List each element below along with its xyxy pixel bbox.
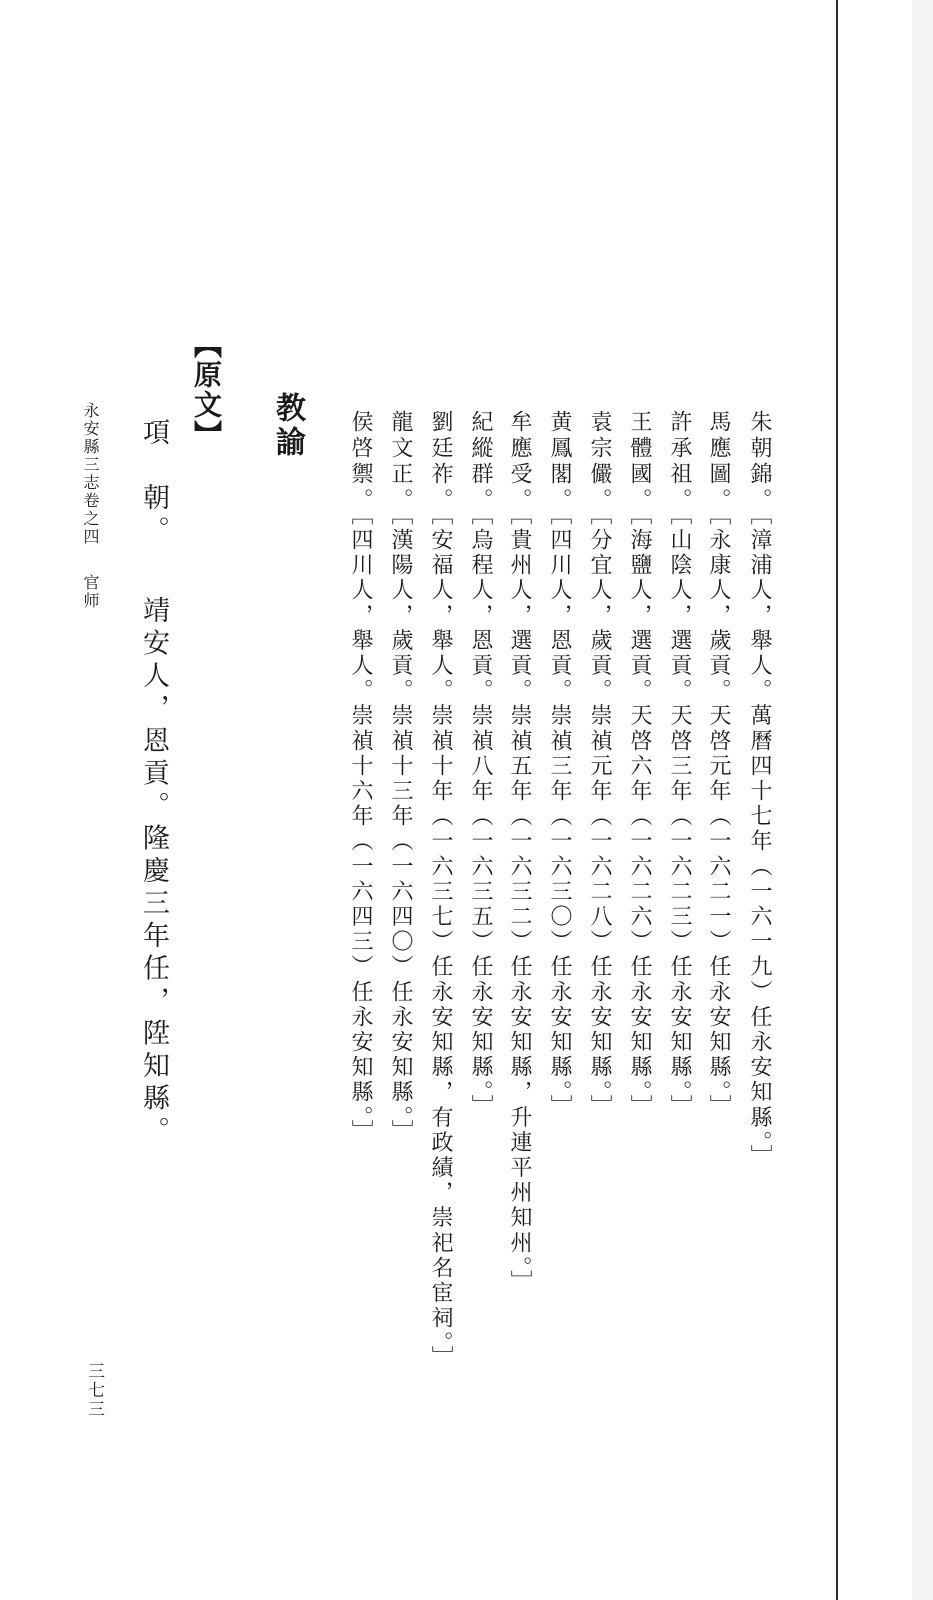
section-title: 教諭 — [270, 392, 305, 460]
running-title-book: 永安縣三志卷之四 — [81, 402, 100, 546]
entry-column — [668, 410, 690, 1120]
entry-name: 朱朝錦。 — [747, 410, 772, 514]
entry-name: 許承祖。 — [667, 410, 692, 514]
running-title-section: 官师 — [81, 574, 100, 610]
entry-column — [588, 410, 610, 1120]
entry-name: 劉廷祚。 — [428, 410, 453, 514]
entry-column — [349, 410, 371, 1145]
binding-line — [836, 0, 838, 1600]
entry-text: ［安福人，舉人。崇禎十年（一六三七）任永安知縣，有政績，崇祀名宦祠。］ — [428, 514, 453, 1371]
entry-text: ［四川人，舉人。崇禎十六年（一六四三）任永安知縣。］ — [348, 514, 373, 1145]
entry-name: 馬應圖。 — [706, 410, 731, 514]
entry-name: 龍文正。 — [388, 410, 413, 514]
entry-text: ［永康人，歲貢。天啓元年（一六二一）任永安知縣。］ — [706, 514, 731, 1120]
yuanwen-entry-text: 靖安人，恩貢。隆慶三年任，陞知縣。 — [138, 596, 169, 1149]
entry-column — [508, 410, 530, 1295]
entry-name: 黄鳳閣。 — [547, 410, 572, 514]
entry-name: 紀縱群。 — [468, 410, 493, 514]
page-number: 三七三 — [84, 1362, 104, 1419]
running-title — [82, 402, 98, 610]
entry-name: 袁宗儼。 — [587, 410, 612, 514]
yuanwen-entry-name: 項 朝。 — [138, 418, 169, 548]
entry-column — [707, 410, 729, 1120]
entry-column — [469, 410, 491, 1120]
entry-text: ［海鹽人，選貢。天啓六年（一六二六）任永安知縣。］ — [627, 514, 652, 1120]
entry-column — [748, 410, 770, 1170]
yuanwen-label: 【原文】 — [190, 330, 223, 450]
entry-text: ［漳浦人，舉人。萬曆四十七年（一六一九）任永安知縣。］ — [747, 514, 772, 1170]
entry-text: ［漢陽人，歲貢。崇禎十三年（一六四〇）任永安知縣。］ — [388, 514, 413, 1145]
entry-text: ［貴州人，選貢。崇禎五年（一六三二）任永安知縣，升連平州知州。］ — [507, 514, 532, 1296]
entry-text: ［山陰人，選貢。天啓三年（一六二三）任永安知縣。］ — [667, 514, 692, 1120]
entry-name: 侯啓禦。 — [348, 410, 373, 514]
yuanwen-entry — [140, 418, 167, 1149]
entry-column — [429, 410, 451, 1371]
entry-text: ［分宜人，歲貢。崇禎元年（一六二八）任永安知縣。］ — [587, 514, 612, 1120]
entry-text: ［四川人，恩貢。崇禎三年（一六三〇）任永安知縣。］ — [547, 514, 572, 1120]
entry-text: ［烏程人，恩貢。崇禎八年（一六三五）任永安知縣。］ — [468, 514, 493, 1120]
entry-column — [548, 410, 570, 1120]
entry-name: 王體國。 — [627, 410, 652, 514]
entry-name: 牟應受。 — [507, 410, 532, 514]
entry-column — [389, 410, 411, 1145]
page-edge — [912, 0, 933, 1600]
entry-column — [628, 410, 650, 1120]
